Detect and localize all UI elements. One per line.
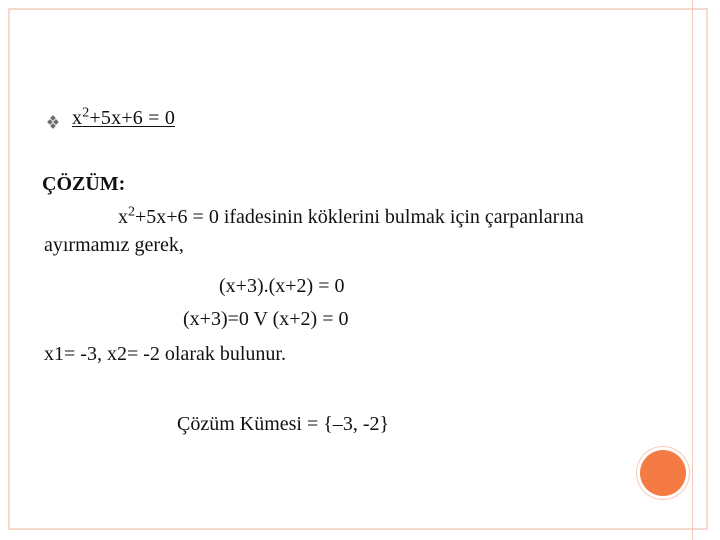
eq-rest: +5x+6 = 0 (89, 106, 176, 129)
solution-line-1 (118, 205, 584, 229)
solution-set: Çözüm Kümesi = {–3, -2} (177, 413, 390, 435)
solution-line-2: ayırmamız gerek, (44, 234, 184, 256)
bullet-item (48, 104, 175, 132)
solution-heading: ÇÖZÜM: (42, 173, 126, 195)
bullet-equation (72, 104, 176, 130)
factor-cases: (x+3)=0 V (x+2) = 0 (183, 308, 349, 330)
roots-result: x1= -3, x2= -2 olarak bulunur. (44, 343, 286, 365)
eq-base: x (72, 106, 83, 129)
factored-equation: (x+3).(x+2) = 0 (219, 275, 345, 297)
eq-exponent: 2 (82, 104, 90, 120)
line1-base: x (118, 206, 128, 228)
decorative-vertical-line (692, 0, 693, 540)
slide-frame (8, 8, 708, 530)
decorative-circle (640, 450, 686, 496)
line1-exponent: 2 (128, 204, 135, 220)
line1-rest: +5x+6 = 0 ifadesinin köklerini bulmak için çarpanlarına (135, 206, 584, 228)
diamond-bullet-icon (48, 116, 58, 126)
